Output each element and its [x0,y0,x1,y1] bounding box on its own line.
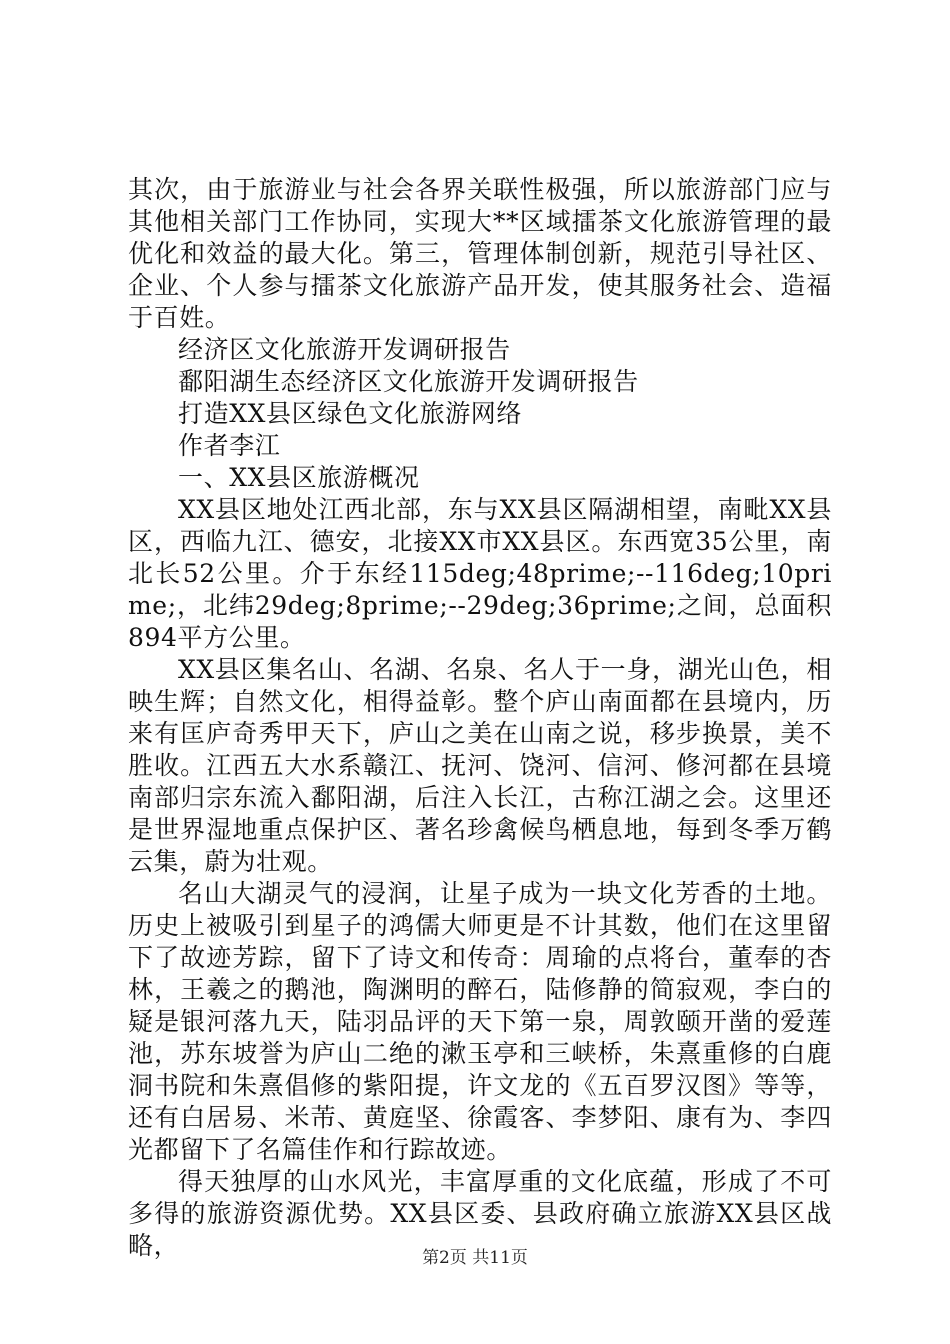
section-heading-overview: 一、XX县区旅游概况 [178,463,420,492]
paragraph-continuation: 其次，由于旅游业与社会各界关联性极强，所以旅游部门应与其他相关部门工作协同，实现大**区域擂茶文化旅游管理的最优化和效益的最大化。第三，管理体制创新，规范引导社区、企业、个人参与擂茶文化旅游产品开发，使其服务社会、造福于百姓。 [128,175,832,332]
heading-article-title: 打造XX县区绿色文化旅游网络 [178,399,522,428]
paragraph-resources: 得天独厚的山水风光，丰富厚重的文化底蕴，形成了不可多得的旅游资源优势。XX县区委、县政府确立旅游XX县区战略， [128,1167,832,1260]
heading-report-subtitle: 鄱阳湖生态经济区文化旅游开发调研报告 [178,367,639,396]
paragraph-location: XX县区地处江西北部，东与XX县区隔湖相望，南毗XX县区，西临九江、德安，北接XX市XX县区。东西宽35公里，南北长52公里。介于东经115deg;48prime;--116deg;10prime;，北纬29deg;8prime;--29deg;36prime;之间，总面积894平方公里。 [128,495,832,652]
author-line: 作者李江 [178,431,281,460]
paragraph-culture: 名山大湖灵气的浸润，让星子成为一块文化芳香的土地。历史上被吸引到星子的鸿儒大师更是不计其数，他们在这里留下了故迹芳踪，留下了诗文和传奇：周瑜的点将台，董奉的杏林，王羲之的鹅池，陶渊明的醉石，陆修静的简寂观，李白的疑是银河落九天，陆羽品评的天下第一泉，周敦颐开凿的爱莲池，苏东坡誉为庐山二绝的漱玉亭和三峡桥，朱熹重修的白鹿洞书院和朱熹倡修的紫阳提，许文龙的《五百罗汉图》等等，还有白居易、米芾、黄庭坚、徐霞客、李梦阳、康有为、李四光都留下了名篇佳作和行踪故迹。 [128,879,832,1164]
paragraph-scenery: XX县区集名山、名湖、名泉、名人于一身，湖光山色，相映生辉；自然文化，相得益彰。整个庐山南面都在县境内，历来有匡庐奇秀甲天下，庐山之美在山南之说，移步换景，美不胜收。江西五大水系赣江、抚河、饶河、信河、修河都在县境南部归宗东流入鄱阳湖，后注入长江，古称江湖之会。这里还是世界湿地重点保护区、著名珍禽候鸟栖息地，每到冬季万鹤云集，蔚为壮观。 [128,655,832,876]
document-body [128,174,832,1262]
page-number-footer: 第2页 共11页 [422,1248,528,1268]
heading-report-title: 经济区文化旅游开发调研报告 [178,335,511,364]
